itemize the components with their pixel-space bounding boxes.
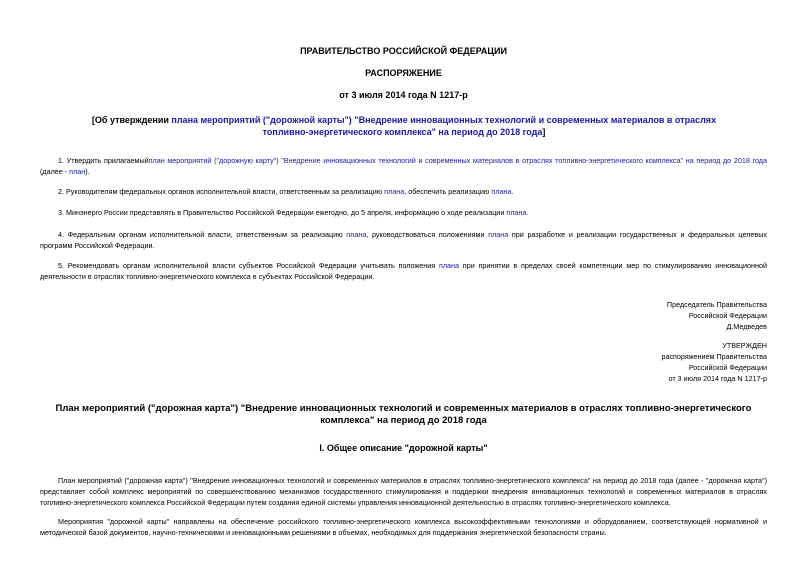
title-close-bracket: ] — [542, 127, 546, 137]
paragraph-5-text: 5. Рекомендовать органам исполнительной власти субъектов Российской Федерации учитывать положения — [58, 261, 439, 270]
document-title — [70, 114, 738, 138]
title-plan-link[interactable]: плана мероприятий ("дорожной карты") "Внедрение инновационных технологий и современных материалов в отраслях топливно-энергетического комплекса" на период до 2018 года — [171, 115, 717, 137]
paragraph-4-plan-link-2[interactable]: плана — [488, 230, 509, 239]
plan-body-paragraph-1: План мероприятий ("дорожная карта") "Внедрение инновационных технологий и современных материалов в отраслях топливно-энергетического комплекса" на период до 2018 года (далее - "дорожная карта") представляет собой комплекс мероприятий по совершенствованию механизмов государственного стимулирования и поддержки внедрения инновационных технологий и современных материалов в отраслях топливно-энергетического комплекса Российской Федерации путем создания единой системы управления инновационной деятельностью в отраслях топливно-энергетического комплекса. — [40, 476, 767, 507]
signature-name: Д.Медведев — [726, 322, 767, 331]
approval-heading: УТВЕРЖДЕН — [722, 341, 767, 350]
approval-by: распоряжением Правительства — [661, 352, 767, 361]
paragraph-4 — [40, 229, 767, 251]
government-heading: ПРАВИТЕЛЬСТВО РОССИЙСКОЙ ФЕДЕРАЦИИ — [300, 46, 507, 56]
paragraph-4-text: 4. Федеральным органам исполнительной власти, ответственным за реализацию — [58, 230, 347, 239]
approval-date: от 3 июля 2014 года N 1217-р — [668, 374, 767, 383]
paragraph-5-text-b: при принятии в пределах своей компетенции мер по стимулированию инновационной деятельности в отраслях топливно-энергетического комплекса в субъектах Российской Федерации. — [40, 261, 767, 281]
paragraph-1 — [40, 155, 767, 177]
paragraph-2 — [40, 186, 767, 197]
paragraph-3-plan-link[interactable]: плана — [506, 208, 527, 217]
title-open-bracket: [Об утверждении — [91, 115, 172, 125]
paragraph-1-text-b: (далее - — [40, 167, 70, 176]
paragraph-3-text-b: . — [526, 208, 529, 217]
approval-block — [661, 340, 767, 384]
paragraph-3-text: 3. Минэнерго России представлять в Правительство Российской Федерации ежегодно, до 5 апреля, информацию о ходе реализации — [58, 208, 507, 217]
paragraph-2-text-b: , обеспечить реализацию — [404, 187, 492, 196]
signature-position: Председатель Правительства — [666, 300, 767, 309]
paragraph-5 — [40, 260, 767, 282]
paragraph-2-text-c: . — [511, 187, 514, 196]
paragraph-4-text-c: при разработке и реализации государственных и федеральных целевых программ Российской Федерации. — [40, 230, 767, 250]
paragraph-1-plan-short-link[interactable]: план — [69, 167, 86, 176]
paragraph-5-plan-link[interactable]: плана — [438, 261, 460, 270]
paragraph-1-text-c: ). — [85, 167, 90, 176]
plan-body-paragraph-2: Мероприятия "дорожной карты" направлены на обеспечение российского топливно-энергетического комплекса высокоэффективными технологиями и оборудованием, соответствующей нормативной и методической базой документов, научно-техническими и инновационными решениями в объемах, необходимых для поддержания энергетической безопасности страны. — [40, 517, 767, 537]
signature-country: Российской Федерации — [688, 311, 767, 320]
plan-title: План мероприятий ("дорожная карта") "Внедрение инновационных технологий и современных материалов в отраслях топливно-энергетического комплекса" на период до 2018 года — [55, 403, 752, 426]
paragraph-4-plan-link[interactable]: плана — [346, 230, 367, 239]
paragraph-2-plan-link[interactable]: плана — [384, 187, 405, 196]
section-title: I. Общее описание "дорожной карты" — [319, 443, 488, 453]
paragraph-2-plan-link-2[interactable]: плана — [491, 187, 512, 196]
paragraph-2-text: 2. Руководителям федеральных органов исполнительной власти, ответственным за реализацию — [58, 187, 385, 196]
paragraph-4-text-b: , руководствоваться положениями — [366, 230, 489, 239]
signature-block — [667, 299, 767, 332]
document-type-heading: РАСПОРЯЖЕНИЕ — [365, 68, 442, 78]
document-date-number: от 3 июля 2014 года N 1217-р — [339, 90, 468, 100]
paragraph-3 — [40, 207, 767, 218]
paragraph-1-text: 1. Утвердить прилагаемый — [58, 156, 149, 165]
paragraph-1-plan-link[interactable]: план мероприятий ("дорожную карту") "Внедрение инновационных технологий и современных материалов в отраслях топливно-энергетического комплекса" на период до 2018 года — [148, 156, 767, 165]
approval-country: Российской Федерации — [688, 363, 767, 372]
